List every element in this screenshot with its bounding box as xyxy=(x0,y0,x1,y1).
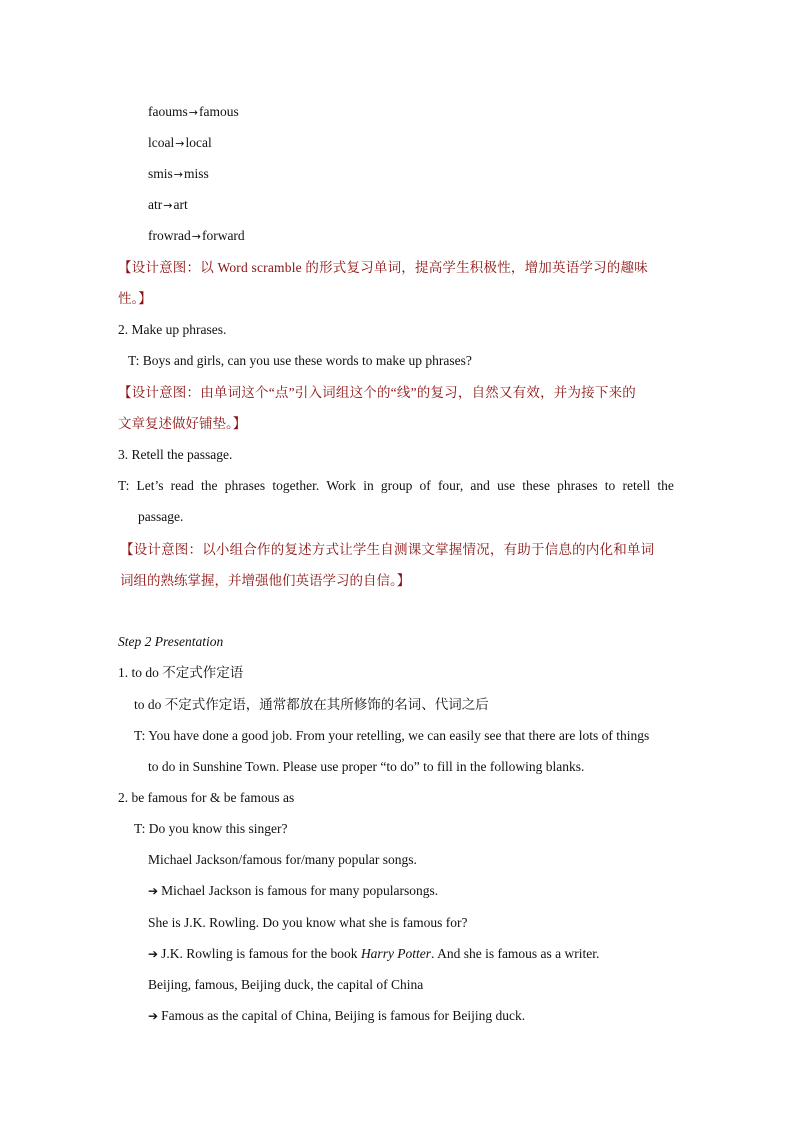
answer-text: Michael Jackson is famous for many popularsongs. xyxy=(161,883,439,898)
scrambled-word: faoums xyxy=(148,104,188,119)
design-intent-note: 【设计意图：以小组合作的复述方式让学生自测课文掌握情况，有助于信息的内化和单词 xyxy=(120,542,655,557)
book-title: Harry Potter xyxy=(360,946,432,961)
scramble-item xyxy=(148,227,245,246)
retell-word: four, xyxy=(437,478,464,493)
scramble-item xyxy=(148,165,209,184)
right-arrow-icon: → xyxy=(173,168,183,181)
example-answer xyxy=(148,1007,525,1025)
section-heading: 1. to do 不定式作定语 xyxy=(118,665,244,680)
teacher-line xyxy=(118,477,674,495)
retell-word: Let’s xyxy=(136,478,164,493)
retell-word: the xyxy=(657,478,674,493)
retell-word: T: xyxy=(118,478,130,493)
answer-text: Famous as the capital of China, Beijing is famous for Beijing duck. xyxy=(161,1008,526,1023)
correct-word: local xyxy=(185,135,212,150)
retell-word: use xyxy=(497,478,516,493)
retell-word: retell xyxy=(622,478,651,493)
right-arrow-icon: → xyxy=(163,199,173,212)
section-heading: 2. be famous for & be famous as xyxy=(118,790,295,805)
scrambled-word: atr xyxy=(148,197,163,212)
design-intent-note-cont: 词组的熟练掌握，并增强他们英语学习的自信。】 xyxy=(120,573,411,588)
grammar-note: to do 不定式作定语，通常都放在其所修饰的名词、代词之后 xyxy=(134,697,489,712)
step-title: Step 2 Presentation xyxy=(118,634,224,649)
teacher-line: T: You have done a good job. From your retelling, we can easily see that there are lots of things xyxy=(134,728,650,743)
retell-word: to xyxy=(604,478,616,493)
correct-word: famous xyxy=(198,104,239,119)
teacher-line: T: Do you know this singer? xyxy=(134,821,288,836)
bold-right-arrow-icon: ➔ xyxy=(148,884,159,898)
right-arrow-icon: → xyxy=(175,137,185,150)
retell-word: read xyxy=(170,478,194,493)
right-arrow-icon: → xyxy=(191,230,201,243)
design-intent-note: 【设计意图：以 Word scramble 的形式复习单词，提高学生积极性，增加英语学习的趣味 xyxy=(118,260,648,275)
retell-word: and xyxy=(470,478,490,493)
scrambled-word: lcoal xyxy=(148,135,175,150)
example-prompt: She is J.K. Rowling. Do you know what she is famous for? xyxy=(148,915,468,930)
example-answer xyxy=(148,882,438,900)
teacher-line-cont: to do in Sunshine Town. Please use proper “to do” to fill in the following blanks. xyxy=(148,759,585,774)
example-prompt: Beijing, famous, Beijing duck, the capital of China xyxy=(148,977,424,992)
design-intent-note-cont: 性。】 xyxy=(118,291,152,306)
retell-word: phrases xyxy=(224,478,266,493)
retell-word: Work xyxy=(326,478,357,493)
example-answer xyxy=(148,945,599,963)
retell-word: these xyxy=(522,478,550,493)
right-arrow-icon: → xyxy=(188,106,198,119)
design-intent-note: 【设计意图：由单词这个“点”引入词组这个的“线”的复习，自然又有效，并为接下来的 xyxy=(118,385,636,400)
correct-word: forward xyxy=(201,228,245,243)
scramble-item xyxy=(148,103,239,122)
retell-word: the xyxy=(201,478,218,493)
bold-right-arrow-icon: ➔ xyxy=(148,947,159,961)
design-intent-note-cont: 文章复述做好铺垫。】 xyxy=(118,416,247,431)
scrambled-word: smis xyxy=(148,166,173,181)
scramble-item xyxy=(148,134,212,153)
teacher-line: T: Boys and girls, can you use these words to make up phrases? xyxy=(128,353,472,368)
section-heading: 3. Retell the passage. xyxy=(118,447,233,462)
scrambled-word: frowrad xyxy=(148,228,191,243)
bold-right-arrow-icon: ➔ xyxy=(148,1009,159,1023)
retell-word: of xyxy=(419,478,431,493)
retell-word: together. xyxy=(272,478,320,493)
answer-text: J.K. Rowling is famous for the book xyxy=(161,946,361,961)
example-prompt: Michael Jackson/famous for/many popular songs. xyxy=(148,852,417,867)
retell-word: group xyxy=(380,478,413,493)
correct-word: art xyxy=(173,197,188,212)
teacher-line-cont: passage. xyxy=(138,509,184,524)
section-heading: 2. Make up phrases. xyxy=(118,322,227,337)
retell-word: in xyxy=(363,478,374,493)
scramble-item xyxy=(148,196,188,215)
correct-word: miss xyxy=(183,166,209,181)
answer-text-cont: . And she is famous as a writer. xyxy=(431,946,600,961)
retell-word: phrases xyxy=(557,478,598,493)
